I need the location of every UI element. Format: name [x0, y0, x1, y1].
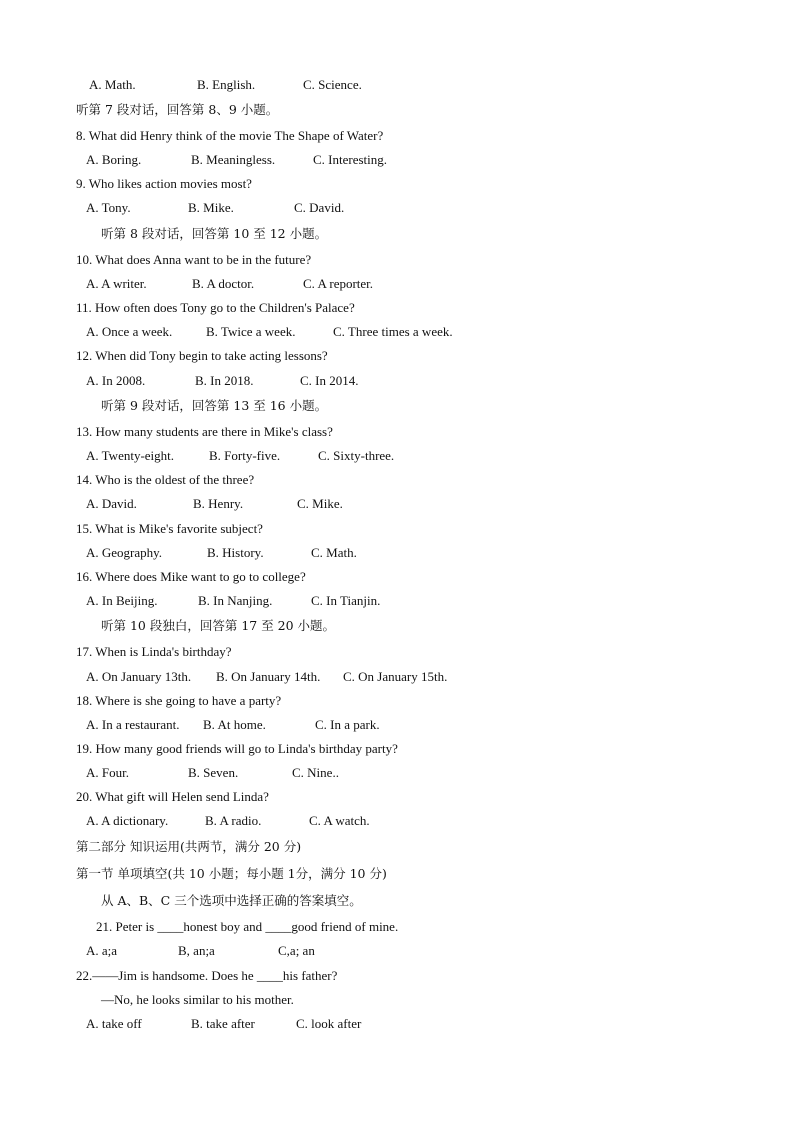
answer-option: B. take after: [191, 1016, 255, 1031]
question-text: 10. What does Anna want to be in the future?: [76, 252, 312, 267]
answer-option: B. In Nanjing.: [198, 593, 273, 608]
answer-option: C. In a park.: [315, 717, 380, 732]
question-text: 16. Where does Mike want to go to college?: [76, 569, 306, 584]
answer-option: C. In 2014.: [300, 373, 359, 388]
answer-option: A. A dictionary.: [86, 813, 169, 828]
answer-option: C. look after: [296, 1016, 362, 1031]
answer-option: B. Mike.: [188, 200, 234, 215]
answer-option: B. On January 14th.: [216, 669, 321, 684]
question-text: —No, he looks similar to his mother.: [101, 992, 294, 1007]
question-text: 14. Who is the oldest of the three?: [76, 472, 255, 487]
answer-option: C. Three times a week.: [333, 324, 453, 339]
answer-option: B. Meaningless.: [191, 152, 276, 167]
answer-option: A. Four.: [86, 765, 129, 780]
answer-option: C. A watch.: [309, 813, 370, 828]
answer-option: A. In Beijing.: [86, 593, 158, 608]
answer-option: B. A radio.: [205, 813, 262, 828]
answer-option: B, an;a: [178, 943, 215, 958]
section-instruction: 听第 9 段对话，回答第 13 至 16 小题。: [101, 398, 328, 413]
answer-option: A. Tony.: [86, 200, 131, 215]
section-instruction: 听第 7 段对话，回答第 8、9 小题。: [76, 102, 279, 117]
answer-option: B. Henry.: [193, 496, 244, 511]
answer-option: C. Science.: [303, 77, 362, 92]
question-text: 12. When did Tony begin to take acting lessons?: [76, 348, 328, 363]
answer-option: C. On January 15th.: [343, 669, 448, 684]
answer-option: A. take off: [86, 1016, 142, 1031]
answer-option: C. A reporter.: [303, 276, 374, 291]
answer-option: B. English.: [197, 77, 256, 92]
section-instruction: 听第 10 段独白，回答第 17 至 20 小题。: [101, 618, 336, 633]
answer-option: B. Twice a week.: [206, 324, 296, 339]
question-text: 20. What gift will Helen send Linda?: [76, 789, 269, 804]
answer-option: A. Math.: [89, 77, 136, 92]
question-text: 15. What is Mike's favorite subject?: [76, 521, 263, 536]
answer-option: A. Geography.: [86, 545, 163, 560]
answer-option: A. Once a week.: [86, 324, 173, 339]
question-text: 13. How many students are there in Mike's class?: [76, 424, 333, 439]
answer-option: C. Math.: [311, 545, 357, 560]
answer-option: C. David.: [294, 200, 345, 215]
question-text: 11. How often does Tony go to the Children's Palace?: [76, 300, 355, 315]
question-text: 18. Where is she going to have a party?: [76, 693, 282, 708]
answer-option: A. In 2008.: [86, 373, 146, 388]
section-instruction: 从 A、B、C 三个选项中选择正确的答案填空。: [101, 893, 362, 908]
answer-option: A. On January 13th.: [86, 669, 192, 684]
section-instruction: 听第 8 段对话，回答第 10 至 12 小题。: [101, 226, 328, 241]
section-instruction: 第二部分 知识运用(共两节，满分 20 分): [76, 839, 302, 854]
answer-option: A. Twenty-eight.: [86, 448, 175, 463]
answer-option: C,a; an: [278, 943, 315, 958]
answer-option: C. In Tianjin.: [311, 593, 381, 608]
section-instruction: 第一节 单项填空(共 10 小题；每小题 1分，满分 10 分): [76, 866, 387, 881]
answer-option: C. Interesting.: [313, 152, 388, 167]
question-text: 21. Peter is ____honest boy and ____good friend of mine.: [96, 919, 399, 934]
answer-option: B. Seven.: [188, 765, 239, 780]
answer-option: A. A writer.: [86, 276, 147, 291]
answer-option: A. Boring.: [86, 152, 142, 167]
answer-option: B. In 2018.: [195, 373, 254, 388]
answer-option: A. a;a: [86, 943, 118, 958]
question-text: 8. What did Henry think of the movie The Shape of Water?: [76, 128, 384, 143]
question-text: 19. How many good friends will go to Linda's birthday party?: [76, 741, 398, 756]
question-text: 9. Who likes action movies most?: [76, 176, 252, 191]
question-text: 22.——Jim is handsome. Does he ____his father?: [76, 968, 338, 983]
question-text: 17. When is Linda's birthday?: [76, 644, 232, 659]
answer-option: A. In a restaurant.: [86, 717, 180, 732]
answer-option: B. History.: [207, 545, 264, 560]
answer-option: B. A doctor.: [192, 276, 255, 291]
answer-option: C. Sixty-three.: [318, 448, 395, 463]
answer-option: A. David.: [86, 496, 137, 511]
answer-option: B. At home.: [203, 717, 266, 732]
answer-option: B. Forty-five.: [209, 448, 281, 463]
answer-option: C. Mike.: [297, 496, 343, 511]
answer-option: C. Nine..: [292, 765, 339, 780]
